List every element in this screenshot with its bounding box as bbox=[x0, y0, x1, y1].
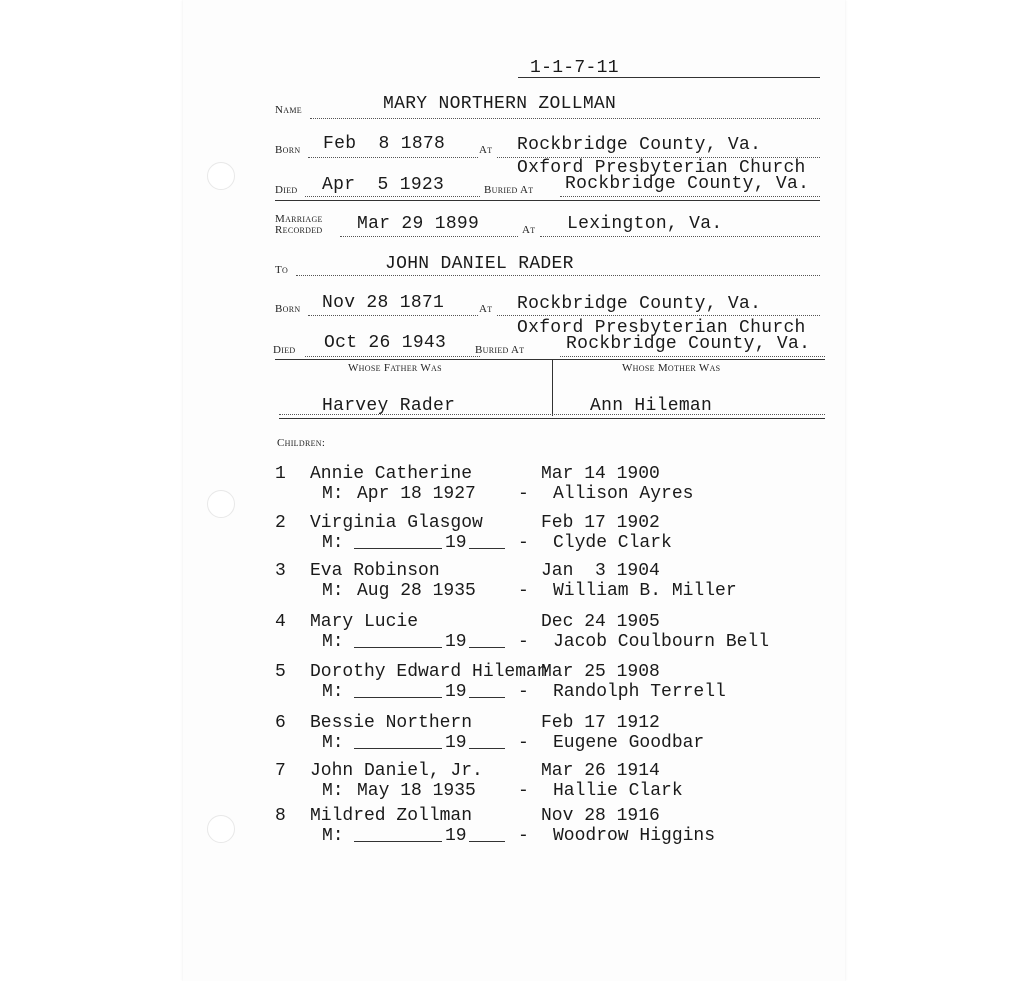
spouse-buried-line2: Rockbridge County, Va. bbox=[566, 334, 811, 354]
child-marriage-date: Apr 18 1927 bbox=[357, 484, 476, 504]
subject-buried-line2: Rockbridge County, Va. bbox=[565, 174, 810, 194]
child-name: John Daniel, Jr. bbox=[310, 761, 483, 781]
child-spouse: Allison Ayres bbox=[553, 484, 694, 504]
parents-divider bbox=[552, 360, 553, 416]
child-marriage-year-blank bbox=[469, 734, 505, 749]
child-spouse: Eugene Goodbar bbox=[553, 733, 705, 753]
child-birth-date: Mar 14 1900 bbox=[541, 464, 660, 484]
spouse-born-line bbox=[308, 315, 478, 316]
child-marriage-label: M: bbox=[322, 484, 344, 504]
mother-label: Whose Mother Was bbox=[622, 362, 721, 374]
subject-buried-line1: Oxford Presbyterian Church bbox=[517, 158, 806, 178]
spouse-buried-at-label: Buried At bbox=[475, 344, 525, 356]
child-birth-date: Feb 17 1912 bbox=[541, 713, 660, 733]
born-at-label: At bbox=[479, 144, 493, 156]
child-dash: - bbox=[518, 682, 529, 702]
parents-line bbox=[279, 414, 825, 415]
child-marriage-label: M: bbox=[322, 682, 344, 702]
spouse-born-at-label: At bbox=[479, 303, 493, 315]
spouse-mother: Ann Hileman bbox=[590, 396, 713, 416]
child-number: 3 bbox=[275, 561, 286, 581]
binder-hole bbox=[207, 815, 235, 843]
marriage-label: Marriage bbox=[275, 213, 323, 225]
child-dash: - bbox=[518, 733, 529, 753]
child-marriage-label: M: bbox=[322, 733, 344, 753]
child-marriage-blank bbox=[354, 827, 442, 842]
child-dash: - bbox=[518, 581, 529, 601]
child-birth-date: Nov 28 1916 bbox=[541, 806, 660, 826]
spouse-born-label: Born bbox=[275, 303, 301, 315]
child-number: 5 bbox=[275, 662, 286, 682]
child-birth-date: Dec 24 1905 bbox=[541, 612, 660, 632]
child-marriage-year-blank bbox=[469, 534, 505, 549]
child-name: Mildred Zollman bbox=[310, 806, 473, 826]
child-marriage-year-blank bbox=[469, 683, 505, 698]
child-marriage-blank bbox=[354, 683, 442, 698]
child-dash: - bbox=[518, 781, 529, 801]
child-number: 7 bbox=[275, 761, 286, 781]
marriage-place: Lexington, Va. bbox=[567, 214, 723, 234]
child-marriage-year-blank bbox=[469, 633, 505, 648]
to-label: To bbox=[275, 264, 289, 276]
child-marriage-century: 19 bbox=[445, 682, 467, 702]
child-marriage-label: M: bbox=[322, 581, 344, 601]
child-marriage-century: 19 bbox=[445, 733, 467, 753]
child-marriage-label: M: bbox=[322, 781, 344, 801]
spouse-buried-at-line bbox=[560, 356, 825, 357]
marriage-line bbox=[340, 236, 518, 237]
subject-name: MARY NORTHERN ZOLLMAN bbox=[383, 94, 617, 114]
child-name: Dorothy Edward Hileman bbox=[310, 662, 548, 682]
buried-at-label: Buried At bbox=[484, 184, 534, 196]
name-label: Name bbox=[275, 104, 302, 116]
name-line bbox=[310, 118, 820, 119]
subject-died-date: Apr 5 1923 bbox=[322, 175, 445, 195]
child-number: 1 bbox=[275, 464, 286, 484]
spouse-name: JOHN DANIEL RADER bbox=[385, 254, 574, 274]
child-dash: - bbox=[518, 533, 529, 553]
section-rule bbox=[275, 359, 825, 360]
child-marriage-year-blank bbox=[469, 827, 505, 842]
record-id-rule bbox=[518, 77, 820, 78]
child-marriage-blank bbox=[354, 633, 442, 648]
subject-born-date: Feb 8 1878 bbox=[323, 134, 446, 154]
spouse-father: Harvey Rader bbox=[322, 396, 456, 416]
child-number: 8 bbox=[275, 806, 286, 826]
child-marriage-century: 19 bbox=[445, 826, 467, 846]
child-marriage-date: Aug 28 1935 bbox=[357, 581, 476, 601]
child-spouse: Jacob Coulbourn Bell bbox=[553, 632, 770, 652]
child-name: Eva Robinson bbox=[310, 561, 440, 581]
spouse-died-date: Oct 26 1943 bbox=[324, 333, 447, 353]
spouse-died-label: Died bbox=[273, 344, 296, 356]
child-marriage-blank bbox=[354, 734, 442, 749]
section-rule bbox=[275, 200, 820, 201]
child-marriage-label: M: bbox=[322, 533, 344, 553]
child-spouse: William B. Miller bbox=[553, 581, 737, 601]
parents-rule bbox=[279, 418, 825, 419]
child-name: Virginia Glasgow bbox=[310, 513, 483, 533]
child-birth-date: Feb 17 1902 bbox=[541, 513, 660, 533]
child-name: Mary Lucie bbox=[310, 612, 419, 632]
born-label: Born bbox=[275, 144, 301, 156]
buried-at-line bbox=[560, 196, 820, 197]
record-id: 1-1-7-11 bbox=[530, 58, 619, 78]
child-marriage-blank bbox=[354, 534, 442, 549]
spouse-born-date: Nov 28 1871 bbox=[322, 293, 445, 313]
child-dash: - bbox=[518, 632, 529, 652]
born-line bbox=[308, 157, 478, 158]
to-line bbox=[296, 275, 820, 276]
died-label: Died bbox=[275, 184, 298, 196]
child-name: Annie Catherine bbox=[310, 464, 473, 484]
child-dash: - bbox=[518, 484, 529, 504]
binder-hole bbox=[207, 490, 235, 518]
subject-born-place: Rockbridge County, Va. bbox=[517, 135, 762, 155]
spouse-died-line bbox=[305, 356, 480, 357]
children-label: Children: bbox=[277, 437, 326, 449]
child-dash: - bbox=[518, 826, 529, 846]
father-label: Whose Father Was bbox=[348, 362, 442, 374]
marriage-at-label: At bbox=[522, 224, 536, 236]
child-marriage-date: May 18 1935 bbox=[357, 781, 476, 801]
recorded-label: Recorded bbox=[275, 224, 323, 236]
child-spouse: Hallie Clark bbox=[553, 781, 683, 801]
spouse-born-at-line bbox=[497, 315, 820, 316]
child-marriage-century: 19 bbox=[445, 533, 467, 553]
child-number: 2 bbox=[275, 513, 286, 533]
spouse-born-place: Rockbridge County, Va. bbox=[517, 294, 762, 314]
child-birth-date: Mar 25 1908 bbox=[541, 662, 660, 682]
marriage-date: Mar 29 1899 bbox=[357, 214, 480, 234]
binder-hole bbox=[207, 162, 235, 190]
child-birth-date: Mar 26 1914 bbox=[541, 761, 660, 781]
marriage-at-line bbox=[540, 236, 820, 237]
child-number: 6 bbox=[275, 713, 286, 733]
spouse-buried-line1: Oxford Presbyterian Church bbox=[517, 318, 806, 338]
child-number: 4 bbox=[275, 612, 286, 632]
child-marriage-label: M: bbox=[322, 632, 344, 652]
child-spouse: Clyde Clark bbox=[553, 533, 672, 553]
child-spouse: Randolph Terrell bbox=[553, 682, 726, 702]
child-name: Bessie Northern bbox=[310, 713, 473, 733]
child-birth-date: Jan 3 1904 bbox=[541, 561, 660, 581]
died-line bbox=[305, 196, 480, 197]
child-marriage-label: M: bbox=[322, 826, 344, 846]
child-spouse: Woodrow Higgins bbox=[553, 826, 716, 846]
child-marriage-century: 19 bbox=[445, 632, 467, 652]
